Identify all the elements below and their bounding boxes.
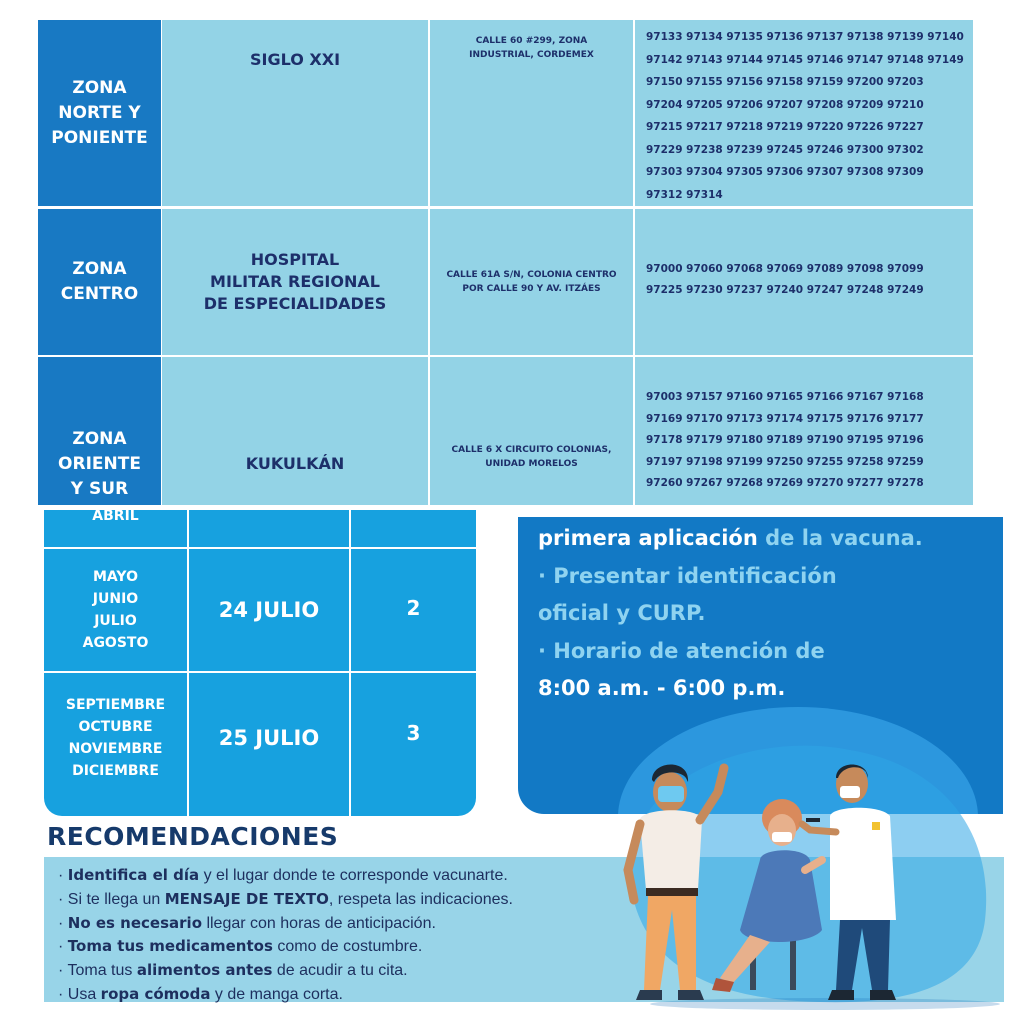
opening-hours: 8:00 a.m. - 6:00 p.m. [538, 676, 786, 700]
site-address: CALLE 6 X CIRCUITO COLONIAS, UNIDAD MORELOS [430, 357, 633, 505]
zone-name: ZONA CENTRO [38, 209, 161, 355]
site-address: CALLE 60 #299, ZONA INDUSTRIAL, CORDEMEX [430, 20, 633, 206]
zone-row-norte-poniente [38, 20, 973, 206]
recommendation-item: · Identifica el día y el lugar donde te corresponde vacunarte. [58, 866, 508, 884]
schedule-date: 25 JULIO [218, 726, 320, 750]
schedule-number: 2 [406, 596, 421, 620]
postal-codes: 97133 97134 97135 97136 97137 97138 97139 97140 97142 97143 97144 97145 97146 97147 97148 97149 97150 97155 97156 97158 97159 97200 97203 97204 97205 97206 97207 97208 97209 97210 97215 97217 97218 97219 97220 97226 97227 97229 97238 97239 97245 97246 97300 97302 97303 97304 97305 97306 97307 97308 97309 97312 97314 [635, 20, 973, 206]
info-line-2: · Presentar identificación [538, 563, 837, 588]
info-line-1-emphasis: primera aplicación [538, 526, 758, 550]
recommendation-item: · Toma tus alimentos antes de acudir a tu cita. [58, 961, 408, 980]
recommendation-item: · No es necesario llegar con horas de anticipación. [58, 913, 436, 932]
info-line-4: · Horario de atención de [538, 638, 825, 663]
schedule-table [44, 510, 476, 816]
recommendation-item: · Toma tus medicamentos como de costumbre. [58, 937, 423, 956]
zone-row-oriente-sur [38, 357, 973, 505]
vaccination-site: KUKULKÁN [162, 357, 428, 505]
vaccination-site: HOSPITAL MILITAR REGIONAL DE ESPECIALIDADES [162, 209, 428, 355]
partial-month-label: ABRIL [92, 510, 139, 524]
info-line-3: oficial y CURP. [538, 601, 706, 625]
schedule-date: 24 JULIO [218, 598, 320, 622]
zone-row-centro [38, 209, 973, 355]
vaccination-site: SIGLO XXI [162, 20, 428, 206]
site-address: CALLE 61A S/N, COLONIA CENTRO POR CALLE 90 Y AV. ITZÁES [430, 209, 633, 355]
recommendation-item: · Si te llega un MENSAJE DE TEXTO, respeta las indicaciones. [58, 889, 513, 908]
info-line-1-rest: de la vacuna. [757, 526, 923, 550]
recommendation-item: · Usa ropa cómoda y de manga corta. [58, 984, 343, 1003]
schedule-months: SEPTIEMBRE OCTUBRE NOVIEMBRE DICIEMBRE [65, 697, 166, 779]
zone-name: ZONA NORTE Y PONIENTE [38, 20, 161, 206]
zones-table [38, 20, 973, 505]
recommendations-title: RECOMENDACIONES [47, 822, 339, 851]
postal-codes: 97003 97157 97160 97165 97166 97167 97168 97169 97170 97173 97174 97175 97176 97177 97178 97179 97180 97189 97190 97195 97196 97197 97198 97199 97250 97255 97258 97259 97260 97267 97268 97269 97270 97277 97278 [635, 357, 973, 505]
recommendations-list [58, 864, 513, 1007]
schedule-number: 3 [406, 721, 421, 745]
schedule-months: MAYO JUNIO JULIO AGOSTO [82, 569, 149, 651]
zone-name: ZONA ORIENTE Y SUR [38, 357, 161, 505]
postal-codes: 97000 97060 97068 97069 97089 97098 97099 97225 97230 97237 97240 97247 97248 97249 [635, 209, 973, 355]
vaccination-illustration [600, 720, 1000, 1010]
info-text [538, 520, 923, 708]
